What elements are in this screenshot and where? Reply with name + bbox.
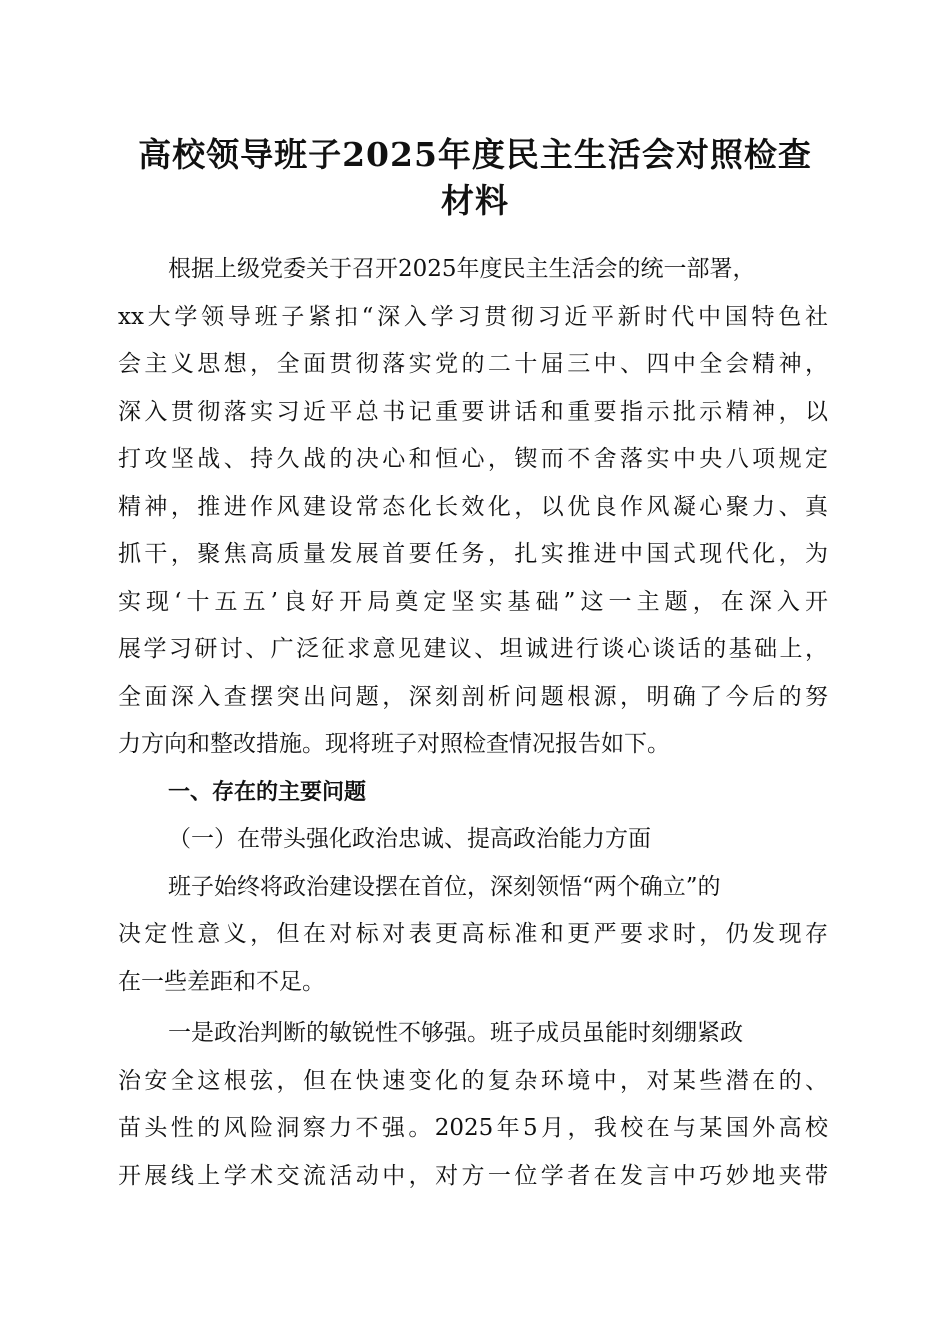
intro-line: 实现‘十五五’良好开局奠定坚实基础”这一主题，在深入开 (118, 588, 828, 615)
subsection-heading: （一）在带头强化政治忠诚、提高政治能力方面 (168, 826, 651, 852)
para2-line: 治安全这根弦，但在快速变化的复杂环境中，对某些潜在的、 (118, 1067, 828, 1094)
para1-line: 决定性意义，但在对标对表更高标准和更严要求时，仍发现存 (118, 921, 828, 947)
para2-line: 开展线上学术交流活动中，对方一位学者在发言中巧妙地夹带 (118, 1162, 828, 1189)
intro-line: xx大学领导班子紧扣“深入学习贯彻习近平新时代中国特色社 (118, 303, 828, 330)
intro-line: 力方向和整改措施。现将班子对照检查情况报告如下。 (118, 731, 670, 757)
title-line-1: 高校领导班子2025年度民主生活会对照检查 (138, 135, 812, 174)
intro-line: 深入贯彻落实习近平总书记重要讲话和重要指示批示精神，以 (118, 398, 828, 425)
para1-line: 在一些差距和不足。 (118, 968, 325, 995)
intro-line: 全面深入查摆突出问题，深刻剖析问题根源，明确了今后的努 (118, 683, 828, 710)
para2-line: 一是政治判断的敏锐性不够强。班子成员虽能时刻绷紧政 (168, 1020, 743, 1046)
document-body (118, 246, 828, 1200)
section-heading: 一、存在的主要问题 (168, 779, 367, 805)
title-line-2: 材料 (441, 181, 509, 220)
intro-line: 展学习研讨、广泛征求意见建议、坦诚进行谈心谈话的基础上， (118, 636, 828, 662)
intro-line: 会主义思想，全面贯彻落实党的二十届三中、四中全会精神， (118, 351, 828, 377)
document-title (110, 132, 840, 224)
intro-line: 根据上级党委关于召开2025年度民主生活会的统一部署， (168, 256, 756, 282)
intro-line: 打攻坚战、持久战的决心和恒心，锲而不舍落实中央八项规定 (118, 446, 828, 472)
para2-line: 苗头性的风险洞察力不强。2025年5月，我校在与某国外高校 (118, 1115, 828, 1141)
para1-line: 班子始终将政治建设摆在首位，深刻领悟“两个确立”的 (168, 873, 721, 900)
intro-line: 精神，推进作风建设常态化长效化，以优良作风凝心聚力、真 (118, 493, 828, 520)
intro-line: 抓干，聚焦高质量发展首要任务，扎实推进中国式现代化，为 (118, 541, 828, 567)
